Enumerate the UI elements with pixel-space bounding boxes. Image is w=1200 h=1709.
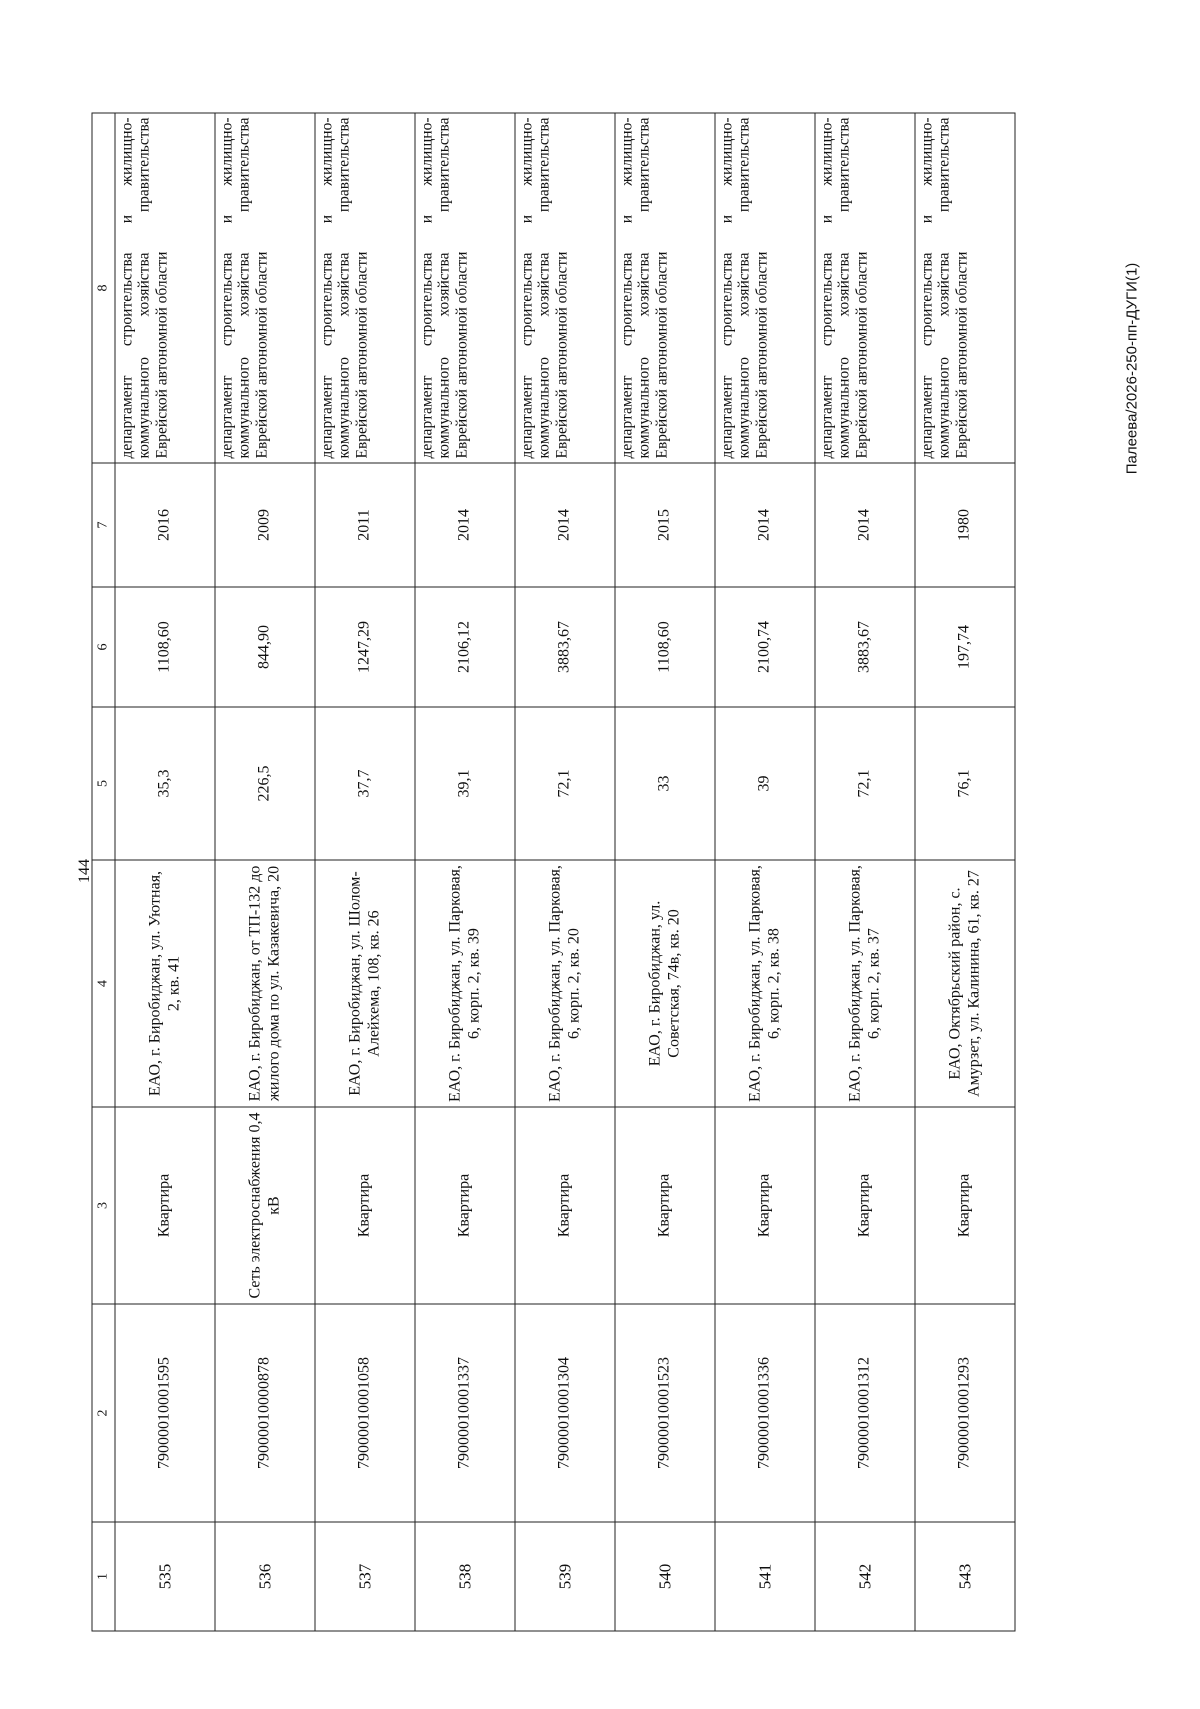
address-cell: ЕАО, г. Биробиджан, ул. Парковая, 6, корп. 2, кв. 20 — [515, 860, 615, 1107]
object-name-cell: Квартира — [615, 1107, 715, 1304]
table-row — [615, 113, 715, 1631]
address-cell: ЕАО, г. Биробиджан, от ТП-132 до жилого дома по ул. Казакевича, 20 — [215, 860, 315, 1107]
holder-cell: департамент строительства и жилищно-коммунального хозяйства правительства Еврейской автономной области — [915, 113, 1015, 463]
object-name-cell: Квартира — [315, 1107, 415, 1304]
row-number-cell: 539 — [515, 1522, 615, 1631]
table-row — [315, 113, 415, 1631]
object-name-cell: Квартира — [815, 1107, 915, 1304]
holder-cell: департамент строительства и жилищно-коммунального хозяйства правительства Еврейской автономной области — [415, 113, 515, 463]
holder-cell: департамент строительства и жилищно-коммунального хозяйства правительства Еврейской автономной области — [315, 113, 415, 463]
row-number-cell: 538 — [415, 1522, 515, 1631]
address-cell: ЕАО, г. Биробиджан, ул. Шолом-Алейхема, 108, кв. 26 — [315, 860, 415, 1107]
table-row — [115, 113, 215, 1631]
header-cell: 8 — [92, 113, 115, 463]
table-row — [715, 113, 815, 1631]
value-cell: 844,90 — [215, 587, 315, 707]
area-cell: 33 — [615, 707, 715, 860]
value-cell: 197,74 — [915, 587, 1015, 707]
header-cell: 6 — [92, 587, 115, 707]
document-footer-code: Палеева/2026-250-пп-ДУГИ(1) — [1123, 262, 1141, 474]
value-cell: 2106,12 — [415, 587, 515, 707]
holder-cell: департамент строительства и жилищно-коммунального хозяйства правительства Еврейской автономной области — [815, 113, 915, 463]
table-row — [415, 113, 515, 1631]
holder-cell: департамент строительства и жилищно-коммунального хозяйства правительства Еврейской автономной области — [615, 113, 715, 463]
area-cell: 226,5 — [215, 707, 315, 860]
object-name-cell: Квартира — [515, 1107, 615, 1304]
area-cell: 76,1 — [915, 707, 1015, 860]
cadastral-number-cell: 79000010001336 — [715, 1304, 815, 1522]
row-number-cell: 535 — [115, 1522, 215, 1631]
object-name-cell: Квартира — [115, 1107, 215, 1304]
header-cell: 2 — [92, 1304, 115, 1522]
year-cell: 2011 — [315, 463, 415, 587]
address-cell: ЕАО, г. Биробиджан, ул. Парковая, 6, корп. 2, кв. 37 — [815, 860, 915, 1107]
header-cell: 3 — [92, 1107, 115, 1304]
value-cell: 2100,74 — [715, 587, 815, 707]
cadastral-number-cell: 79000010001595 — [115, 1304, 215, 1522]
object-name-cell: Квартира — [915, 1107, 1015, 1304]
row-number-cell: 543 — [915, 1522, 1015, 1631]
row-number-cell: 542 — [815, 1522, 915, 1631]
area-cell: 35,3 — [115, 707, 215, 860]
object-name-cell: Сеть электроснабжения 0,4 кВ — [215, 1107, 315, 1304]
value-cell: 3883,67 — [815, 587, 915, 707]
address-cell: ЕАО, Октябрьский район, с. Амурзет, ул. Калинина, 61, кв. 27 — [915, 860, 1015, 1107]
table-row — [915, 113, 1015, 1631]
area-cell: 72,1 — [515, 707, 615, 860]
year-cell: 2014 — [715, 463, 815, 587]
object-name-cell: Квартира — [715, 1107, 815, 1304]
cadastral-number-cell: 79000010001293 — [915, 1304, 1015, 1522]
cadastral-number-cell: 79000010000878 — [215, 1304, 315, 1522]
holder-cell: департамент строительства и жилищно-коммунального хозяйства правительства Еврейской автономной области — [115, 113, 215, 463]
area-cell: 72,1 — [815, 707, 915, 860]
value-cell: 1247,29 — [315, 587, 415, 707]
area-cell: 37,7 — [315, 707, 415, 860]
header-cell: 4 — [92, 860, 115, 1107]
header-cell: 1 — [92, 1522, 115, 1631]
value-cell: 1108,60 — [115, 587, 215, 707]
page-number: 144 — [76, 859, 93, 883]
area-cell: 39 — [715, 707, 815, 860]
cadastral-number-cell: 79000010001058 — [315, 1304, 415, 1522]
cadastral-number-cell: 79000010001337 — [415, 1304, 515, 1522]
year-cell: 2016 — [115, 463, 215, 587]
year-cell: 2009 — [215, 463, 315, 587]
address-cell: ЕАО, г. Биробиджан, ул. Парковая, 6, корп. 2, кв. 38 — [715, 860, 815, 1107]
address-cell: ЕАО, г. Биробиджан, ул. Уютная, 2, кв. 41 — [115, 860, 215, 1107]
cadastral-number-cell: 79000010001312 — [815, 1304, 915, 1522]
year-cell: 2015 — [615, 463, 715, 587]
header-cell: 5 — [92, 707, 115, 860]
year-cell: 2014 — [815, 463, 915, 587]
row-number-cell: 536 — [215, 1522, 315, 1631]
year-cell: 2014 — [515, 463, 615, 587]
year-cell: 1980 — [915, 463, 1015, 587]
value-cell: 3883,67 — [515, 587, 615, 707]
holder-cell: департамент строительства и жилищно-коммунального хозяйства правительства Еврейской автономной области — [515, 113, 615, 463]
table-row — [515, 113, 615, 1631]
header-cell: 7 — [92, 463, 115, 587]
year-cell: 2014 — [415, 463, 515, 587]
value-cell: 1108,60 — [615, 587, 715, 707]
row-number-cell: 537 — [315, 1522, 415, 1631]
address-cell: ЕАО, г. Биробиджан, ул. Советская, 74в, кв. 20 — [615, 860, 715, 1107]
property-table — [92, 113, 1016, 1632]
table-container — [95, 91, 993, 1609]
holder-cell: департамент строительства и жилищно-коммунального хозяйства правительства Еврейской автономной области — [715, 113, 815, 463]
table-row — [815, 113, 915, 1631]
table-header-row — [92, 113, 115, 1631]
object-name-cell: Квартира — [415, 1107, 515, 1304]
address-cell: ЕАО, г. Биробиджан, ул. Парковая, 6, корп. 2, кв. 39 — [415, 860, 515, 1107]
row-number-cell: 541 — [715, 1522, 815, 1631]
row-number-cell: 540 — [615, 1522, 715, 1631]
cadastral-number-cell: 79000010001523 — [615, 1304, 715, 1522]
table-row — [215, 113, 315, 1631]
area-cell: 39,1 — [415, 707, 515, 860]
cadastral-number-cell: 79000010001304 — [515, 1304, 615, 1522]
holder-cell: департамент строительства и жилищно-коммунального хозяйства правительства Еврейской автономной области — [215, 113, 315, 463]
